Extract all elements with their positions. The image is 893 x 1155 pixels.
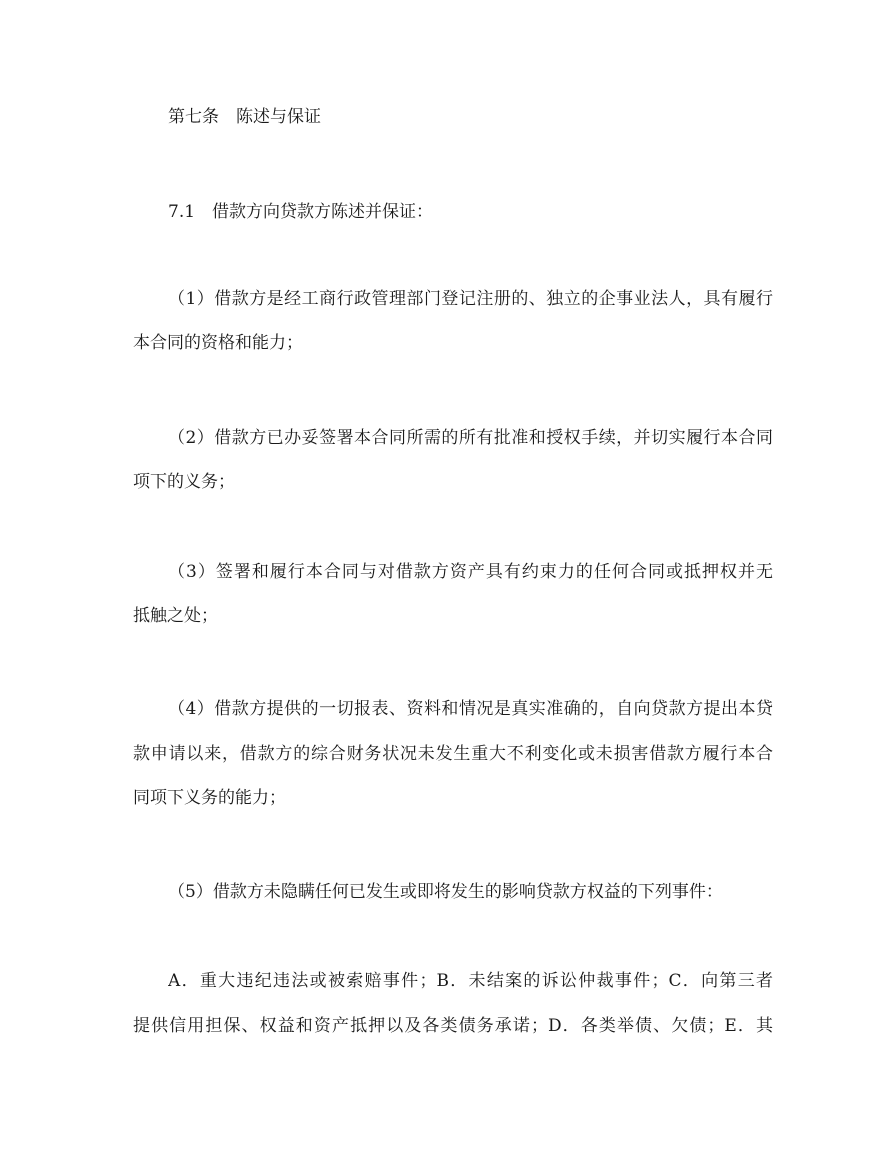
clause-4-line-2: 款申请以来，借款方的综合财务状况未发生重大不利变化或未损害借款方履行本合 <box>133 744 773 764</box>
clause-3-line-2: 抵触之处； <box>133 606 218 626</box>
clause-4-line-3: 同项下义务的能力； <box>133 788 286 808</box>
clause-5-line-1: （5）借款方未隐瞒任何已发生或即将发生的影响贷款方权益的下列事件： <box>168 882 723 902</box>
clause-1-line-2: 本合同的资格和能力； <box>133 333 303 353</box>
events-line-2: 提供信用担保、权益和资产抵押以及各类债务承诺；D．各类举债、欠债；E．其 <box>133 1016 773 1036</box>
clause-4-line-1: （4）借款方提供的一切报表、资料和情况是真实准确的，自向贷款方提出本贷 <box>168 699 773 719</box>
clause-2-line-2: 项下的义务； <box>133 472 235 492</box>
clause-3-line-1: （3）签署和履行本合同与对借款方资产具有约束力的任何合同或抵押权并无 <box>168 562 773 582</box>
article-heading: 第七条 陈述与保证 <box>168 107 321 127</box>
clause-2-line-1: （2）借款方已办妥签署本合同所需的所有批准和授权手续，并切实履行本合同 <box>168 428 773 448</box>
section-heading: 7.1 借款方向贷款方陈述并保证： <box>168 202 434 222</box>
events-line-1: A．重大违纪违法或被索赔事件；B．未结案的诉讼仲裁事件；C．向第三者 <box>168 971 773 991</box>
clause-1-line-1: （1）借款方是经工商行政管理部门登记注册的、独立的企事业法人，具有履行 <box>168 289 773 309</box>
